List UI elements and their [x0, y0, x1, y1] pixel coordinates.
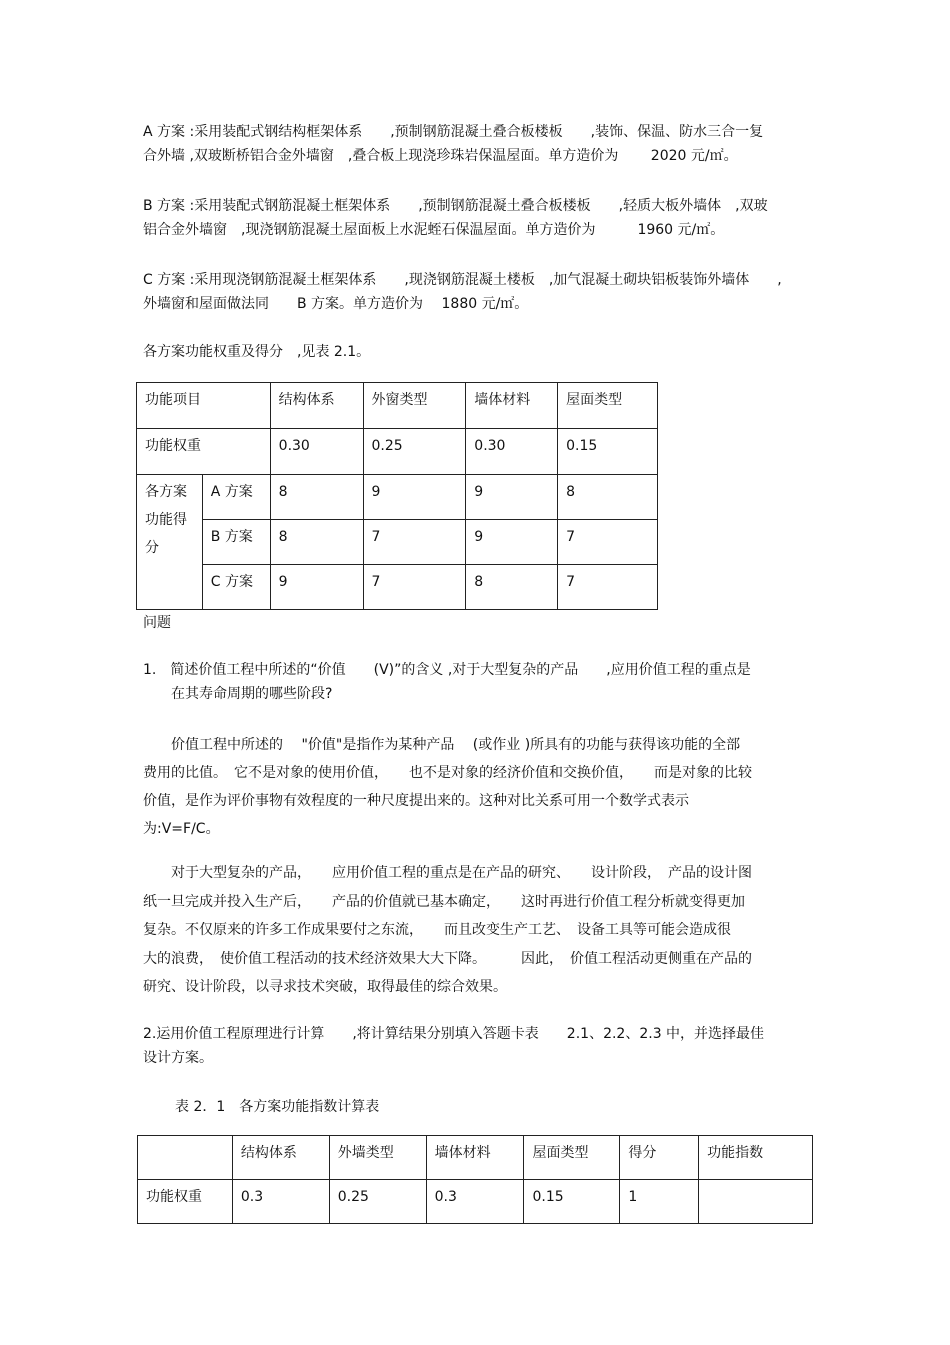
header-cell: 功能指数: [699, 1136, 813, 1180]
function-index-table: [137, 1135, 813, 1224]
table-intro: 各方案功能权重及得分 ,见表 2.1。: [143, 344, 371, 360]
table-row-plan-b: [137, 520, 658, 565]
text-line: C 方案 :采用现浇钢筋混凝土框架体系 ,现浇钢筋混凝土楼板 ,加气混凝土砌块铝板装饰外墙体 ,: [143, 272, 782, 288]
table-cell: 9: [466, 520, 558, 565]
header-cell: 得分: [620, 1136, 699, 1180]
text-line: 2.运用价值工程原理进行计算 ,将计算结果分别填入答题卡表 2.1、2.2、2.3 中，并选择最佳: [143, 1026, 765, 1042]
table-cell: 0.30: [270, 429, 363, 475]
header-cell: 功能项目: [137, 383, 271, 429]
group-label-line: 各方案: [145, 484, 187, 500]
text-line: 在其寿命周期的哪些阶段?: [143, 686, 333, 702]
row-label: 功能权重: [138, 1180, 233, 1224]
table-cell: 0.25: [329, 1180, 426, 1224]
text-line: 大的浪费， 使价值工程活动的技术经济效果大大下降。 因此， 价值工程活动更侧重在产品的: [143, 950, 752, 967]
table-cell: 9: [270, 565, 363, 610]
group-label: [137, 475, 203, 610]
group-label-line: 分: [145, 540, 159, 556]
table-cell: 0.15: [524, 1180, 620, 1224]
table-cell: 0.3: [426, 1180, 524, 1224]
plan-c-description: [143, 268, 823, 316]
table-header-row: [138, 1136, 813, 1180]
table-caption: 表 2．1 各方案功能指数计算表: [175, 1099, 380, 1115]
table-row-weights: [137, 429, 658, 475]
text-line: 外墙窗和屋面做法同 B 方案。单方造价为 1880 元/㎡。: [143, 296, 529, 312]
plan-b-description: [143, 194, 823, 242]
table-cell: 7: [363, 565, 466, 610]
text-line: 合外墙 ,双玻断桥铝合金外墙窗 ,叠合板上现浇珍珠岩保温屋面。单方造价为 2020 元/㎡。: [143, 148, 738, 164]
plan-label: C 方案: [202, 565, 270, 610]
header-cell: 结构体系: [232, 1136, 329, 1180]
table-cell: 8: [558, 475, 658, 520]
plan-a-description: [143, 120, 823, 168]
text-line: 为:V=F/C。: [143, 821, 220, 837]
table-cell: 7: [558, 520, 658, 565]
text-line: A 方案 :采用装配式钢结构框架体系 ,预制钢筋混凝土叠合板楼板 ,装饰、保温、防水三合一复: [143, 124, 764, 140]
table-cell: [699, 1180, 813, 1224]
table-row-plan-a: [137, 475, 658, 520]
text-line: 价值，是作为评价事物有效程度的一种尺度提出来的。这种对比关系可用一个数学式表示: [143, 793, 689, 809]
question-heading: 问题: [143, 615, 171, 631]
text-line: 1. 简述价值工程中所述的“价值 (V)”的含义 ,对于大型复杂的产品 ,应用价值工程的重点是: [143, 662, 751, 678]
table-cell: 8: [466, 565, 558, 610]
table-row-plan-c: [137, 565, 658, 610]
table-cell: 8: [270, 520, 363, 565]
table-cell: 9: [363, 475, 466, 520]
text-line: 设计方案。: [143, 1050, 213, 1066]
text-line: 纸一旦完成并投入生产后， 产品的价值就已基本确定， 这时再进行价值工程分析就变得更加: [143, 893, 745, 910]
table-header-row: [137, 383, 658, 429]
text-line: 铝合金外墙窗 ,现浇钢筋混凝土屋面板上水泥蛭石保温屋面。单方造价为 1960 元/㎡。: [143, 222, 725, 238]
plan-label: B 方案: [202, 520, 270, 565]
text-line: 研究、设计阶段，以寻求技术突破，取得最佳的综合效果。: [143, 979, 507, 995]
header-cell: 外窗类型: [363, 383, 466, 429]
text-line: 费用的比值。 它不是对象的使用价值， 也不是对象的经济价值和交换价值， 而是对象的比较: [143, 765, 752, 781]
function-weight-table: [136, 382, 658, 610]
text-line: 对于大型复杂的产品， 应用价值工程的重点是在产品的研究、 设计阶段， 产品的设计图: [143, 865, 752, 881]
row-label: 功能权重: [137, 429, 271, 475]
table-cell: 7: [363, 520, 466, 565]
table-row: [138, 1180, 813, 1224]
header-cell: 屋面类型: [524, 1136, 620, 1180]
table-cell: 0.3: [232, 1180, 329, 1224]
answer-1-paragraph-1: [143, 731, 823, 843]
table-cell: 0.25: [363, 429, 466, 475]
table-cell: 8: [270, 475, 363, 520]
table-cell: 0.15: [558, 429, 658, 475]
header-cell: [138, 1136, 233, 1180]
text-line: 价值工程中所述的 "价值"是指作为某种产品 (或作业 )所具有的功能与获得该功能的全部: [143, 737, 741, 753]
table-cell: 9: [466, 475, 558, 520]
answer-1-paragraph-2: [143, 859, 823, 1002]
question-1: [143, 658, 823, 706]
table-cell: 7: [558, 565, 658, 610]
plan-label: A 方案: [202, 475, 270, 520]
text-line: B 方案 :采用装配式钢筋混凝土框架体系 ,预制钢筋混凝土叠合板楼板 ,轻质大板外墙体 ,双玻: [143, 198, 768, 214]
header-cell: 墙体材料: [466, 383, 558, 429]
question-2: [143, 1022, 823, 1070]
group-label-line: 功能得: [145, 512, 187, 528]
header-cell: 墙体材料: [426, 1136, 524, 1180]
header-cell: 结构体系: [270, 383, 363, 429]
table-cell: 1: [620, 1180, 699, 1224]
header-cell: 屋面类型: [558, 383, 658, 429]
text-line: 复杂。不仅原来的许多工作成果要付之东流， 而且改变生产工艺、 设备工具等可能会造成很: [143, 922, 731, 938]
header-cell: 外墙类型: [329, 1136, 426, 1180]
table-cell: 0.30: [466, 429, 558, 475]
